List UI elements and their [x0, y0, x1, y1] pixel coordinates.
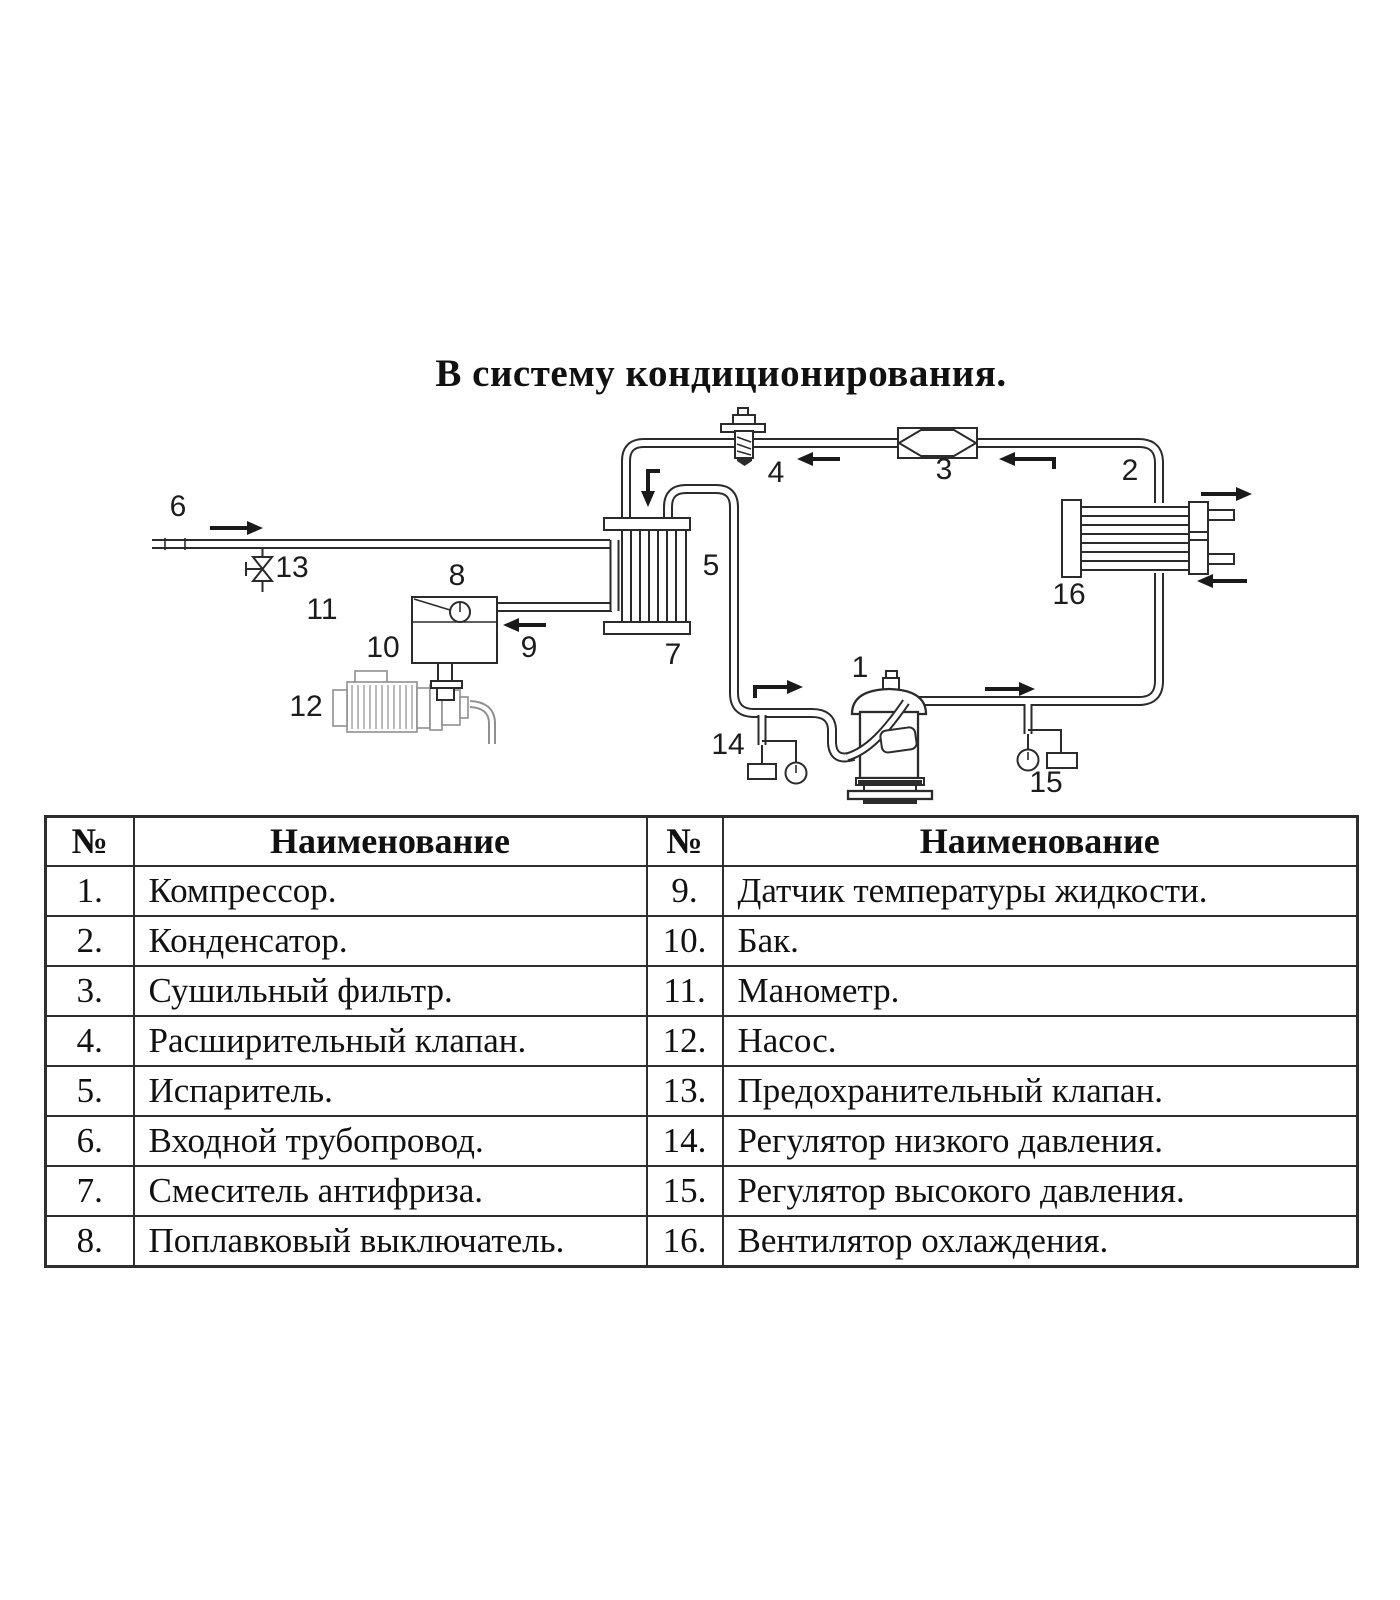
header-name-left: Наименование	[134, 817, 647, 867]
label-drier-filter: 3	[935, 453, 953, 486]
label-compressor: 1	[851, 651, 869, 684]
label-evaporator: 5	[702, 549, 720, 582]
component-number-cell: 9.	[647, 866, 723, 916]
component-table	[44, 815, 1359, 1268]
component-number-cell: 5.	[46, 1066, 134, 1116]
label-pump: 12	[289, 690, 323, 723]
header-name-right: Наименование	[723, 817, 1358, 867]
inlet-pipe	[152, 538, 610, 550]
component-name-cell: Смеситель антифриза.	[134, 1166, 647, 1216]
cooling-fan-condenser	[1062, 500, 1234, 577]
label-tank: 10	[366, 631, 400, 664]
component-number-cell: 13.	[647, 1066, 723, 1116]
component-number-cell: 14.	[647, 1116, 723, 1166]
component-number-cell: 16.	[647, 1216, 723, 1267]
regulator-box	[748, 764, 776, 779]
flow-arrow-expansion-valve	[797, 452, 840, 466]
header-num-left: №	[46, 817, 134, 867]
component-name-cell: Регулятор высокого давления.	[723, 1166, 1358, 1216]
label-safety-valve: 13	[275, 551, 309, 584]
compressor	[847, 671, 932, 804]
table-row	[46, 1216, 1358, 1267]
component-name-cell: Манометр.	[723, 966, 1358, 1016]
component-name-cell: Датчик температуры жидкости.	[723, 866, 1358, 916]
component-name-cell: Поплавковый выключатель.	[134, 1216, 647, 1267]
component-number-cell: 8.	[46, 1216, 134, 1267]
compressor-label-plate	[880, 727, 918, 754]
component-name-cell: Предохранительный клапан.	[723, 1066, 1358, 1116]
label-float-switch: 8	[448, 559, 466, 592]
condenser-end-plate	[1189, 502, 1208, 574]
compressor-dome	[852, 689, 926, 714]
flow-arrow-discharge	[985, 682, 1035, 696]
component-number-cell: 2.	[46, 916, 134, 966]
label-condenser-pipe: 2	[1121, 454, 1139, 487]
component-name-cell: Бак.	[723, 916, 1358, 966]
component-name-cell: Расширительный клапан.	[134, 1016, 647, 1066]
component-number-cell: 12.	[647, 1016, 723, 1066]
flow-arrow-suction	[755, 680, 803, 698]
high-pressure-regulator	[1018, 730, 1078, 771]
table-row	[46, 966, 1358, 1016]
flow-arrow-inlet	[210, 521, 263, 535]
page-title: В систему кондиционирования.	[435, 352, 1007, 395]
component-number-cell: 10.	[647, 916, 723, 966]
component-name-cell: Насос.	[723, 1016, 1358, 1066]
component-number-cell: 15.	[647, 1166, 723, 1216]
table-header-row	[46, 817, 1358, 867]
table-row	[46, 1016, 1358, 1066]
tank	[412, 597, 497, 700]
label-temp-sensor: 9	[520, 631, 538, 664]
table-row	[46, 1116, 1358, 1166]
component-name-cell: Конденсатор.	[134, 916, 647, 966]
component-name-cell: Вентилятор охлаждения.	[723, 1216, 1358, 1267]
condenser-stub	[1208, 510, 1234, 520]
component-number-cell: 7.	[46, 1166, 134, 1216]
label-expansion-valve: 4	[767, 456, 785, 489]
label-high-pressure-regulator: 15	[1029, 766, 1063, 799]
flow-arrow-to-filter	[999, 452, 1054, 469]
air-arrow-fan-out	[1201, 487, 1252, 501]
component-name-cell: Регулятор низкого давления.	[723, 1116, 1358, 1166]
header-num-right: №	[647, 817, 723, 867]
label-cooling-fan: 16	[1052, 578, 1086, 611]
component-name-cell: Испаритель.	[134, 1066, 647, 1116]
expansion-valve	[721, 408, 765, 466]
component-number-cell: 4.	[46, 1016, 134, 1066]
table-row	[46, 1066, 1358, 1116]
component-number-cell: 6.	[46, 1116, 134, 1166]
component-number-cell: 3.	[46, 966, 134, 1016]
evaporator-header-plate	[604, 518, 690, 530]
table-row	[46, 916, 1358, 966]
component-number-cell: 11.	[647, 966, 723, 1016]
label-inlet-pipe: 6	[169, 490, 187, 523]
evaporator-header-plate	[604, 622, 690, 634]
air-arrow-fan-in	[1197, 574, 1247, 588]
component-number-cell: 1.	[46, 866, 134, 916]
component-name-cell: Входной трубопровод.	[134, 1116, 647, 1166]
label-low-pressure-regulator: 14	[711, 728, 745, 761]
flow-arrow-to-tank	[503, 618, 546, 632]
safety-valve	[246, 549, 272, 592]
component-name-cell: Компрессор.	[134, 866, 647, 916]
compressor-base	[848, 791, 932, 799]
low-pressure-regulator	[748, 741, 807, 784]
component-name-cell: Сушильный фильтр.	[134, 966, 647, 1016]
flow-arrow-into-evaporator	[641, 471, 660, 507]
evaporator-fins	[622, 530, 686, 622]
condenser-stub	[1208, 554, 1234, 564]
condenser-end-plate	[1062, 500, 1081, 577]
table-row	[46, 1166, 1358, 1216]
label-antifreeze-mixer: 7	[664, 638, 682, 671]
label-manometer: 11	[306, 593, 338, 626]
pump	[333, 671, 492, 744]
table-row	[46, 866, 1358, 916]
